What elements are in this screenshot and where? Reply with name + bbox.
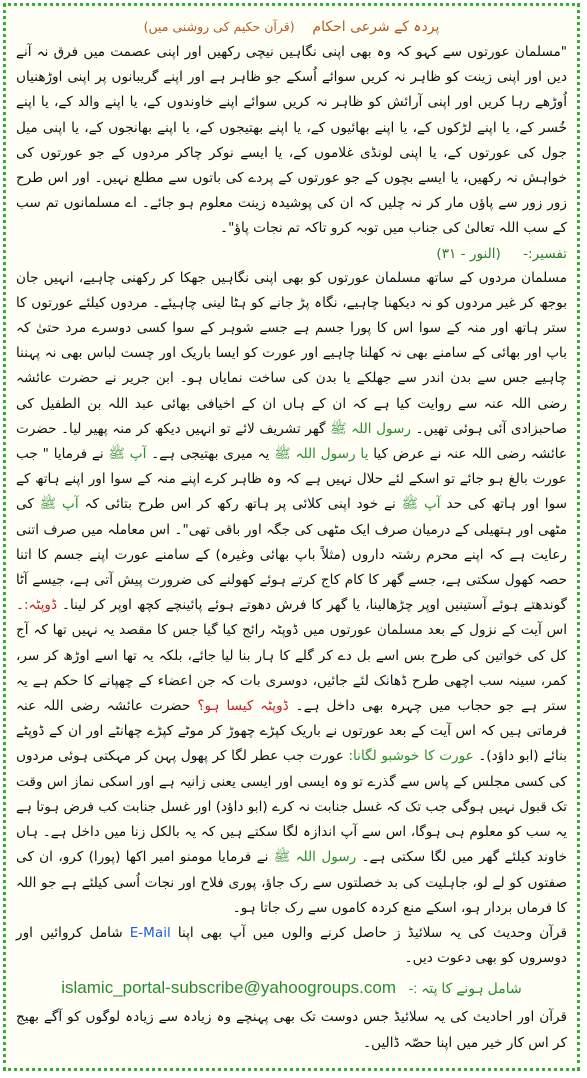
tafseer-paragraph	[16, 266, 567, 921]
page-frame	[3, 3, 580, 1071]
document-body	[16, 16, 567, 1058]
title-main: پردہ کے شرعی احکام	[312, 19, 440, 35]
invitation-text-1: قرآن وحدیث کی یہ سلائیڈ ز حاصل کرنے والوں میں آپ بھی اپنا	[170, 924, 568, 941]
verse-text: "مسلمان عورتوں سے کہو کہ وہ بھی اپنی نگاہیں نیچی رکھیں اور اپنی عصمت میں فرق نہ آنے دیں اور اپنی زینت کو ظاہر نہ کریں سوائے اُسکے جو ظاہر ہے اور اپنے گریبانوں پر اپنی اوڑھنیاں اُوڑھے رہا کریں اور اپنی آرائش کو ظاہر نہ کریں سوائے اپنے خاوندوں کے، یا اپنے والد کے، یا اپنے خُسر کے، یا اپنے لڑکوں کے، یا اپنے بھائیوں کے، یا اپنے بھتیجوں کے، یا اپنے بھانجوں کے، یا اپنی میل جول کی عورتوں کے، یا اپنی لونڈی غلاموں کے، یا ایسے نوکر چاکر مردوں کے جو عورتوں کی خواہش نہ رکھیں، یا ایسے بچوں کے جو عورتوں کے پردے کی باتوں سے مطلع نہیں۔ اور اس طرح زور زور سے پاؤں مار کر نہ چلیں کہ ان کی پوشیدہ زینت معلوم ہو جائے۔ اے مسلمانوں تم سب کے سب اللہ تعالیٰ کی جناب میں توبہ کرو تاکہ تم نجات پاؤ"۔	[16, 44, 567, 237]
tafseer-text-4: نے فرمایا " جب عورت بالغ ہو جائے تو اسکے لئے حلال نہیں ہے کہ وہ ظاہر کرے اپنے منہ کے سوا اور اپنے ہاتھ کے سوا اور ہاتھ کی حد	[16, 446, 568, 513]
tafseer-text-9: عورت جب عطر لگا کر پھول پہن کر مہکتی ہوئی مردوں کی کسی مجلس کے پاس سے گذرے تو وہ ایسی اور ایسی یعنی زانیہ ہے اور اسکی نماز اس وقت تک قبول نہیں ہوگی جب تک کہ غسل جنابت نہ کرے (ابو داؤد) اور غسل جنابت کب فرض ہوتا ہے یہ سب کو معلوم ہی ہوگا، اس سے آپ اندازہ لگا سکتے ہیں کہ یہ بالکل زنا میں داخل ہے۔ ہاں خاوند کیلئے گھر میں لگا سکتی ہے۔	[16, 748, 567, 866]
email-word: E-Mail	[129, 924, 171, 941]
dupatta-question: ڈوپٹہ کیسا ہو؟	[197, 698, 296, 715]
prophet-ref-2: یا رسول اللہ ﷺ	[274, 446, 369, 463]
subscribe-invitation	[16, 921, 567, 971]
dupatta-label: ڈوپٹہ:۔	[16, 597, 62, 614]
tafseer-text-2: گھر تشریف لائے تو انہیں دیکھ کر منہ پھیر لیا۔ حضرت عائشہ رضی اللہ عنہ نے عرض کیا	[16, 420, 567, 463]
perfume-label: عورت کا خوشبو لگانا:	[348, 748, 479, 765]
closing-note: قرآن اور احادیث کی یہ سلائیڈ جس دوست تک بھی پہنچے وہ زیادہ سے زیادہ لوگوں کو آگے بھیج کر اس کار خیر میں اپنا حصّہ ڈالیں۔	[16, 1009, 567, 1051]
tafseer-text-1: مسلمان مردوں کے ساتھ مسلمان عورتوں کو بھی اپنی نگاہیں جھکا کر رکھنی چاہیے، انہیں جان بوجھ کر غیر مردوں کو نہ دیکھنا چاہیے، نگاہ پڑ جانے کو ہٹا لینی چاہیئے۔ مردوں کیلئے عورتوں کا ستر ہاتھ اور منہ کے سوا اس کا پورا جسم ہے جسے شوہر کے سوا کسی دوسرے مرد حتیٰ کہ باپ اور بھائی کے سامنے بھی نہ کھلنا چاہیے اور عورت کو ایسا باریک اور چست لباس بھی نہ پہننا چاہیے جس سے بدن اندر سے جھلکے یا بدن کی ساخت نمایاں ہو۔ ابن جریر نے حضرت عائشہ رضی اللہ عنہ سے روایت کیا ہے کہ ان کے ہاں ان کے اخیافی بھائی عبد اللہ بن الطفیل کی صاحبزادی آئی ہوئی تھیں۔	[16, 269, 567, 437]
subscribe-row	[16, 973, 567, 1003]
prophet-ref-6: رسول اللہ ﷺ	[273, 849, 357, 866]
tafseer-text-10: نے فرمایا مومنو امیر اکھا (پورا) کرو، ان کی صفتوں کو لے لو، جاہلیت کی بد خصلتوں سے رک جاؤ، پوری فلاح اور نجات اُسی کیلئے ہے جو اللہ کا فرماں بردار ہو، اسکے منع کردہ کاموں سے رک جاتا ہو۔	[16, 849, 567, 916]
invitation-text-2: شامل کروائیں اور دوسروں کو بھی دعوت دیں۔	[16, 924, 567, 967]
prophet-ref-5: آپ ﷺ	[39, 496, 79, 513]
tafseer-text-5: نے خود اپنی کلائی پر ہاتھ رکھ کر اس طرح بتائی کہ	[78, 496, 402, 513]
page-title	[16, 16, 567, 38]
tafseer-text-7: اس آیت کے نزول کے بعد مسلمان عورتوں میں ڈوپٹہ رائج کیا گیا جس کا مقصد یہ نہیں تھا کہ آج کل کی خواتین کی طرح بس اسے بل دے کر گلے کا ہار بنا لیا جائے، بلکہ یہ تھا اسے اوڑھ کر سر، کمر، سینہ سب اچھی طرح ڈھانک لئے جائیں، دوسری بات کہ جن اعضاء کے چھپانے کا حکم ہے یہ ستر ہے جو حجاب میں چہرہ بھی داخل ہے۔	[16, 622, 567, 715]
surah-reference: (النور - ۳۱)	[436, 245, 501, 262]
tafseer-text-3: یہ میری بھتیجی ہے۔	[151, 446, 275, 463]
prophet-ref-3: آپ ﷺ	[108, 446, 147, 463]
subscribe-label: شامل ہونے کا پتہ :-	[408, 980, 522, 997]
title-subtitle: (قرآن حکیم کی روشنی میں)	[143, 19, 295, 34]
tafseer-heading-row	[16, 242, 567, 266]
prophet-ref-4: آپ ﷺ	[401, 496, 441, 513]
tafseer-text-6: کی مٹھی اور ہتھیلی کے درمیان صرف ایک مٹھی کی جگہ اور باقی تھی"۔ اس معاملہ میں صرف اتنی رعایت ہے کہ اپنے محرم رشتہ داروں (مثلاً باپ بھائی وغیرہ) کے سامنے عورت اپنے جسم کا اتنا حصہ کھول سکتی ہے، جسے گھر کا کام کاج کرتے ہوئے کھولنے کی ضرورت پیش آتی ہے، جیسے آٹا گوندھتے ہوئے آستینیں اوپر چڑھالینا، یا گھر کا فرش دھوتے ہوئے پائینچے کچھ اوپر کر لینا۔	[16, 496, 567, 614]
tafseer-heading: تفسیر:-	[523, 245, 567, 262]
subscribe-email-link[interactable]: islamic_portal-subscribe@yahoogroups.com	[61, 978, 396, 998]
tafseer-text-8: حضرت عائشہ رضی اللہ عنہ فرماتی ہیں کہ اس آیت کے بعد عورتوں نے باریک کپڑے چھوڑ کر موٹے کپڑے چھانٹے اور ان کے ڈوپٹے بنائے (ابو داؤد)۔	[16, 698, 567, 765]
prophet-ref-1: رسول اللہ ﷺ	[330, 420, 411, 437]
